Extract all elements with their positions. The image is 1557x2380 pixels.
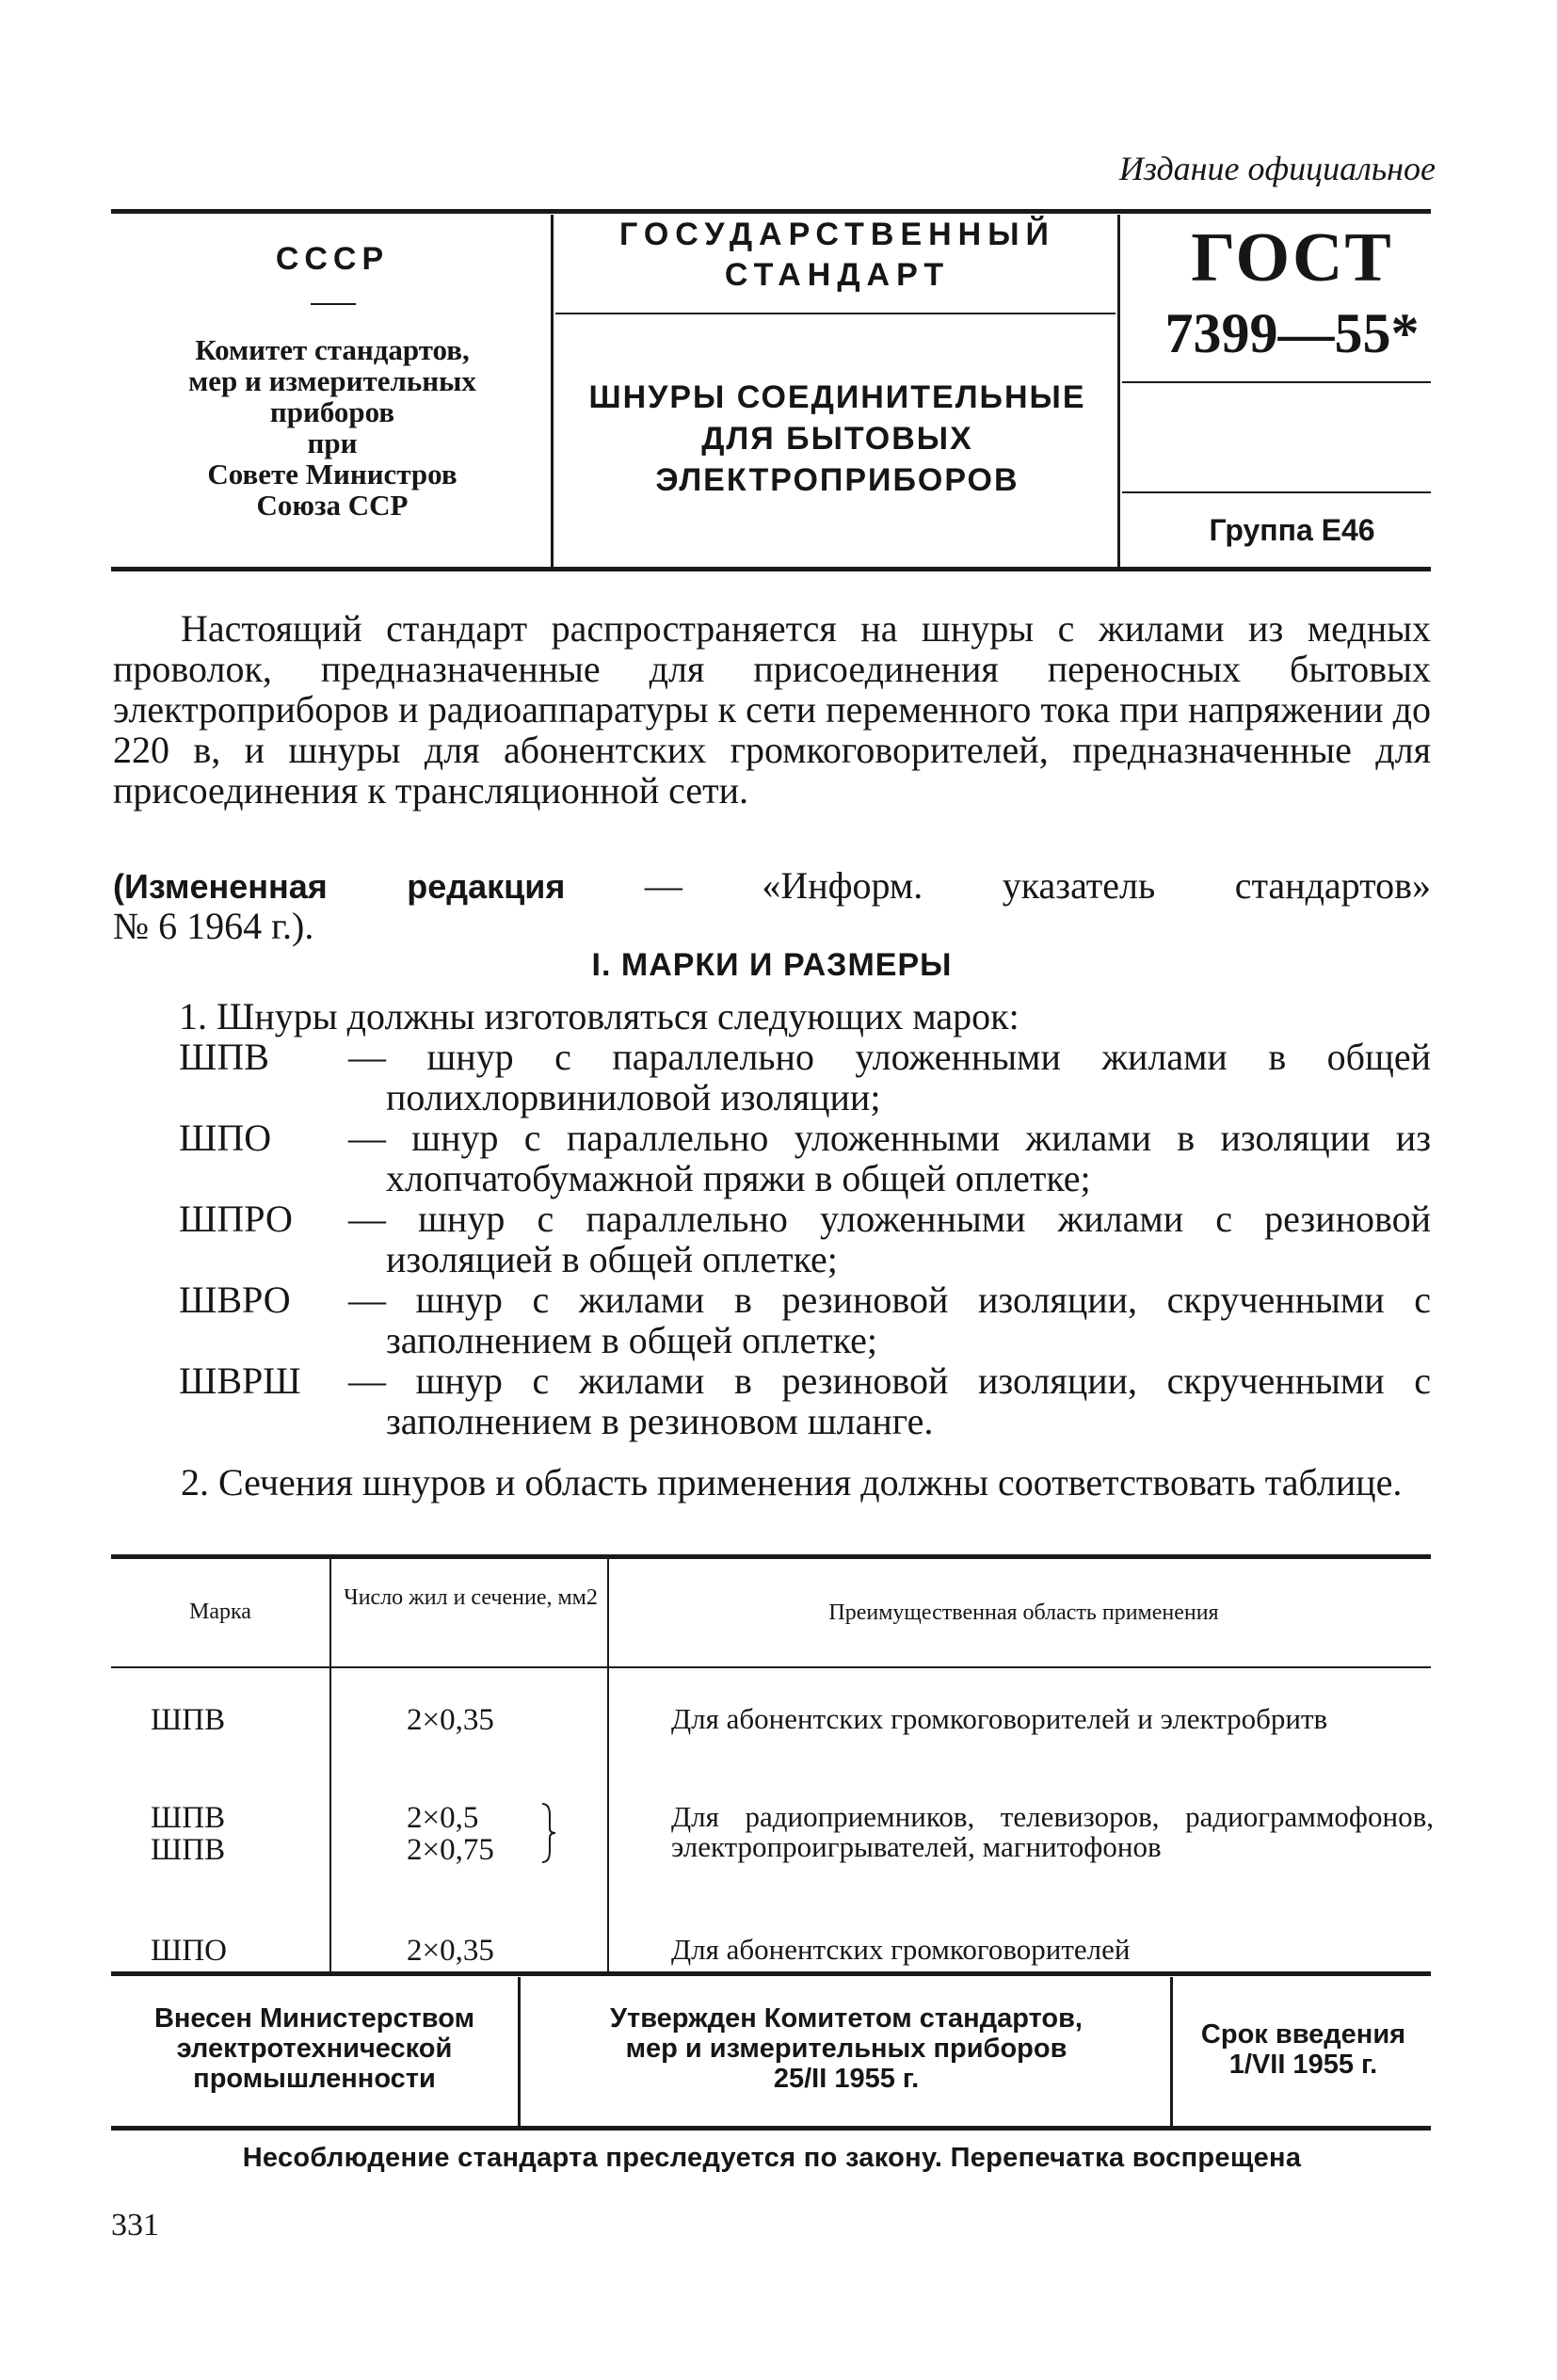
amendment-rest: — «Информ. указатель стандартов» <box>565 864 1431 907</box>
mark-description: — шнур с параллельно уложенными жилами в изоляции из хлопчатобумажной пряжи в общей оплетке; <box>348 1117 1431 1199</box>
state-standard-title: ГОСУДАРСТВЕННЫЙ СТАНДАРТ <box>619 217 1055 293</box>
section-title: I. МАРКИ И РАЗМЕРЫ <box>591 947 953 983</box>
mark-code: ШПО <box>179 1117 272 1159</box>
mark-description: — шнур с жилами в резиновой изоляции, скрученными с заполнением в резиновом шланге. <box>348 1359 1431 1442</box>
table-header-application: Преимущественная область применения <box>828 1600 1219 1625</box>
row-brace <box>538 1800 557 1866</box>
table-cell-section: 2×0,5 <box>407 1801 479 1835</box>
table-header-rule <box>111 1666 1431 1668</box>
mark-description: — шнур с параллельно уложенными жилами в общей полихлорвиниловой изоляции; <box>348 1036 1431 1118</box>
table-cell-application: Для радиоприемников, телевизоров, радиограммофонов, электропроигрывателей, магнитофонов <box>671 1800 1434 1863</box>
mark-code: ШВРШ <box>179 1359 301 1402</box>
table-col-divider-1 <box>329 1559 331 1973</box>
table-col-divider-2 <box>607 1559 609 1973</box>
law-notice: Несоблюдение стандарта преследуется по закону. Перепечатка воспрещена <box>242 2143 1302 2173</box>
intro-paragraph: Настоящий стандарт распространяется на шнуры с жилами из медных проволок, предназначенные для присоединения переносных бытовых электроприборов и радиоаппаратуры к сети переменного тока при напряжении до 220 в, и шнуры для абонентских громкоговорителей, предназначенные для присоединения к трансляционной сети. <box>113 607 1431 812</box>
mark-code: ШВРО <box>179 1278 291 1321</box>
gost-number: 7399—55* <box>1164 302 1420 364</box>
table-cell-mark: ШПВ <box>151 1703 226 1737</box>
standard-name: ШНУРЫ СОЕДИНИТЕЛЬНЫЕ ДЛЯ БЫТОВЫХ ЭЛЕКТРОПРИБОРОВ <box>588 379 1086 498</box>
footer-divider-left <box>518 1977 521 2126</box>
ussr-dash <box>311 303 356 305</box>
amendment-line <box>113 865 1431 907</box>
footer-divider-right <box>1170 1977 1173 2126</box>
committee-name: Комитет стандартов, мер и измерительных приборов при Совете Министров Союза ССР <box>188 333 476 522</box>
mark-code: ШПВ <box>179 1036 269 1078</box>
amendment-bold: (Измененная редакция <box>113 867 566 906</box>
effective-date: Срок введения 1/VII 1955 г. <box>1200 2019 1406 2080</box>
table-cell-section: 2×0,35 <box>407 1934 494 1968</box>
gost-rule-2 <box>1122 491 1431 493</box>
header-top-rule <box>111 209 1431 214</box>
table-cell-mark: ШПО <box>151 1934 227 1968</box>
header-divider-right <box>1117 215 1120 567</box>
table-top-rule <box>111 1554 1431 1559</box>
introduced-by: Внесен Министерством электротехнической промышленности <box>153 2003 475 2094</box>
amendment-line-2: № 6 1964 г.). <box>113 905 314 947</box>
footer-bottom-rule <box>111 2126 1431 2131</box>
page-number: 331 <box>111 2208 159 2243</box>
gost-label: ГОСТ <box>1191 219 1393 297</box>
ussr-title: СССР <box>275 241 390 277</box>
edition-label: Издание официальное <box>1118 150 1436 187</box>
table-cell-section: 2×0,35 <box>407 1703 494 1737</box>
clause-1: 1. Шнуры должны изготовляться следующих марок: <box>179 995 1019 1037</box>
mark-description: — шнур с жилами в резиновой изоляции, скрученными с заполнением в общей оплетке; <box>348 1278 1431 1361</box>
mark-description: — шнур с параллельно уложенными жилами с резиновой изоляцией в общей оплетке; <box>348 1198 1431 1280</box>
table-cell-application: Для абонентских громкоговорителей и электробритв <box>671 1702 1328 1735</box>
header-mid-rule <box>555 313 1116 314</box>
table-header-section: Число жил и сечение, мм2 <box>344 1585 598 1610</box>
table-header-mark: Марка <box>189 1600 251 1624</box>
header-bottom-rule <box>111 567 1431 571</box>
table-cell-mark: ШПВ <box>151 1833 226 1867</box>
table-cell-section: 2×0,75 <box>407 1833 494 1867</box>
clause-2: 2. Сечения шнуров и область применения должны соответствовать таблице. <box>181 1461 1403 1504</box>
table-cell-application: Для абонентских громкоговорителей <box>671 1933 1131 1966</box>
mark-code: ШПРО <box>179 1198 293 1240</box>
approved-by: Утвержден Комитетом стандартов, мер и измерительных приборов 25/II 1955 г. <box>609 2003 1083 2094</box>
footer-top-rule <box>111 1971 1431 1976</box>
table-cell-mark: ШПВ <box>151 1801 226 1835</box>
gost-rule-1 <box>1122 381 1431 383</box>
group-label: Группа Е46 <box>1209 513 1375 547</box>
